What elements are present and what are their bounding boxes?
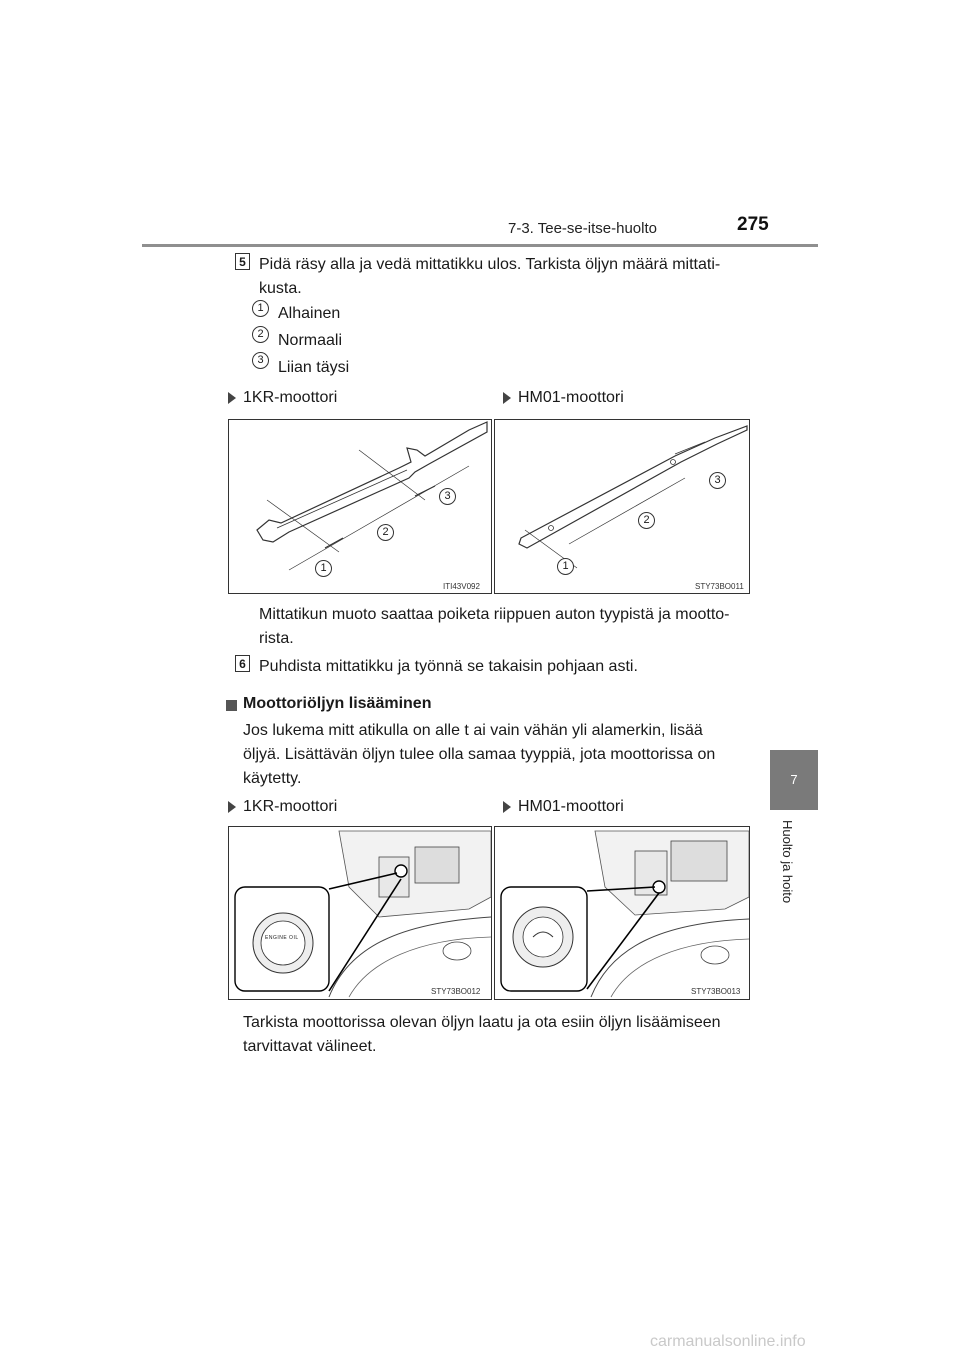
section-line1: Jos lukema mitt atikulla on alle t ai vain vähän yli alamerkin, lisää xyxy=(243,722,703,739)
note-shape-line2: rista. xyxy=(259,630,294,647)
engine-bay-figure-hm01 xyxy=(494,826,750,1000)
arrow-icon xyxy=(228,801,236,813)
section-title: 7-3. Tee-se-itse-huolto xyxy=(508,220,657,237)
page-number: 275 xyxy=(737,214,769,235)
step-5-line1: Pidä räsy alla ja vedä mittatikku ulos. Tarkista öljyn määrä mittati- xyxy=(259,256,721,273)
arrow-icon xyxy=(503,392,511,404)
note-tools-line1: Tarkista moottorissa olevan öljyn laatu ja ota esiin öljyn lisäämiseen xyxy=(243,1014,721,1031)
engine-bay-illustration xyxy=(229,827,491,999)
callout-2: 2 xyxy=(638,512,655,529)
figure-code: STY73BO011 xyxy=(695,582,744,591)
item-2-label: Normaali xyxy=(278,332,343,349)
arrow-icon xyxy=(228,392,236,404)
item-1-number: 1 xyxy=(252,300,269,317)
callout-1: 1 xyxy=(315,560,332,577)
section-heading: Moottoriöljyn lisääminen xyxy=(243,695,432,712)
chapter-tab: 7 xyxy=(770,750,818,810)
chapter-label xyxy=(780,820,804,940)
dipstick-figure-1kr xyxy=(228,419,492,594)
figure-code: ITI43V092 xyxy=(443,582,480,591)
engine-bay-figure-1kr xyxy=(228,826,492,1000)
watermark: carmanualsonline.info xyxy=(650,1333,806,1350)
figure-code: STY73BO013 xyxy=(691,987,741,996)
engine-bay-illustration xyxy=(495,827,749,999)
dipstick-illustration xyxy=(229,420,491,593)
engine-label-left: 1KR-moottori xyxy=(243,798,338,815)
callout-2: 2 xyxy=(377,524,394,541)
figure-code: STY73BO012 xyxy=(431,987,481,996)
header-rule xyxy=(142,244,818,247)
dipstick-figure-hm01 xyxy=(494,419,750,594)
section-line3: käytetty. xyxy=(243,770,302,787)
chapter-label-text: Huolto ja hoito xyxy=(780,820,795,904)
step-6-text: Puhdista mittatikku ja työnnä se takaisin pohjaan asti. xyxy=(259,658,638,675)
callout-3: 3 xyxy=(439,488,456,505)
engine-label-right: HM01-moottori xyxy=(518,389,624,406)
step-6-badge: 6 xyxy=(235,655,250,672)
oil-cap-text: ENGINE OIL xyxy=(265,935,299,941)
section-line2: öljyä. Lisättävän öljyn tulee olla samaa tyyppiä, jota moottorissa on xyxy=(243,746,716,763)
step-5-line2: kusta. xyxy=(259,280,302,297)
engine-label-left: 1KR-moottori xyxy=(243,389,338,406)
arrow-icon xyxy=(503,801,511,813)
callout-1: 1 xyxy=(557,558,574,575)
note-tools-line2: tarvittavat välineet. xyxy=(243,1038,377,1055)
note-shape-line1: Mittatikun muoto saattaa poiketa riippuen auton tyypistä ja mootto- xyxy=(259,606,730,623)
item-1-label: Alhainen xyxy=(278,305,341,322)
callout-3: 3 xyxy=(709,472,726,489)
dipstick-illustration xyxy=(495,420,749,593)
step-5-badge: 5 xyxy=(235,253,250,270)
section-bullet xyxy=(226,700,237,711)
item-2-number: 2 xyxy=(252,326,269,343)
item-3-number: 3 xyxy=(252,352,269,369)
engine-label-right: HM01-moottori xyxy=(518,798,624,815)
item-3-label: Liian täysi xyxy=(278,359,350,376)
